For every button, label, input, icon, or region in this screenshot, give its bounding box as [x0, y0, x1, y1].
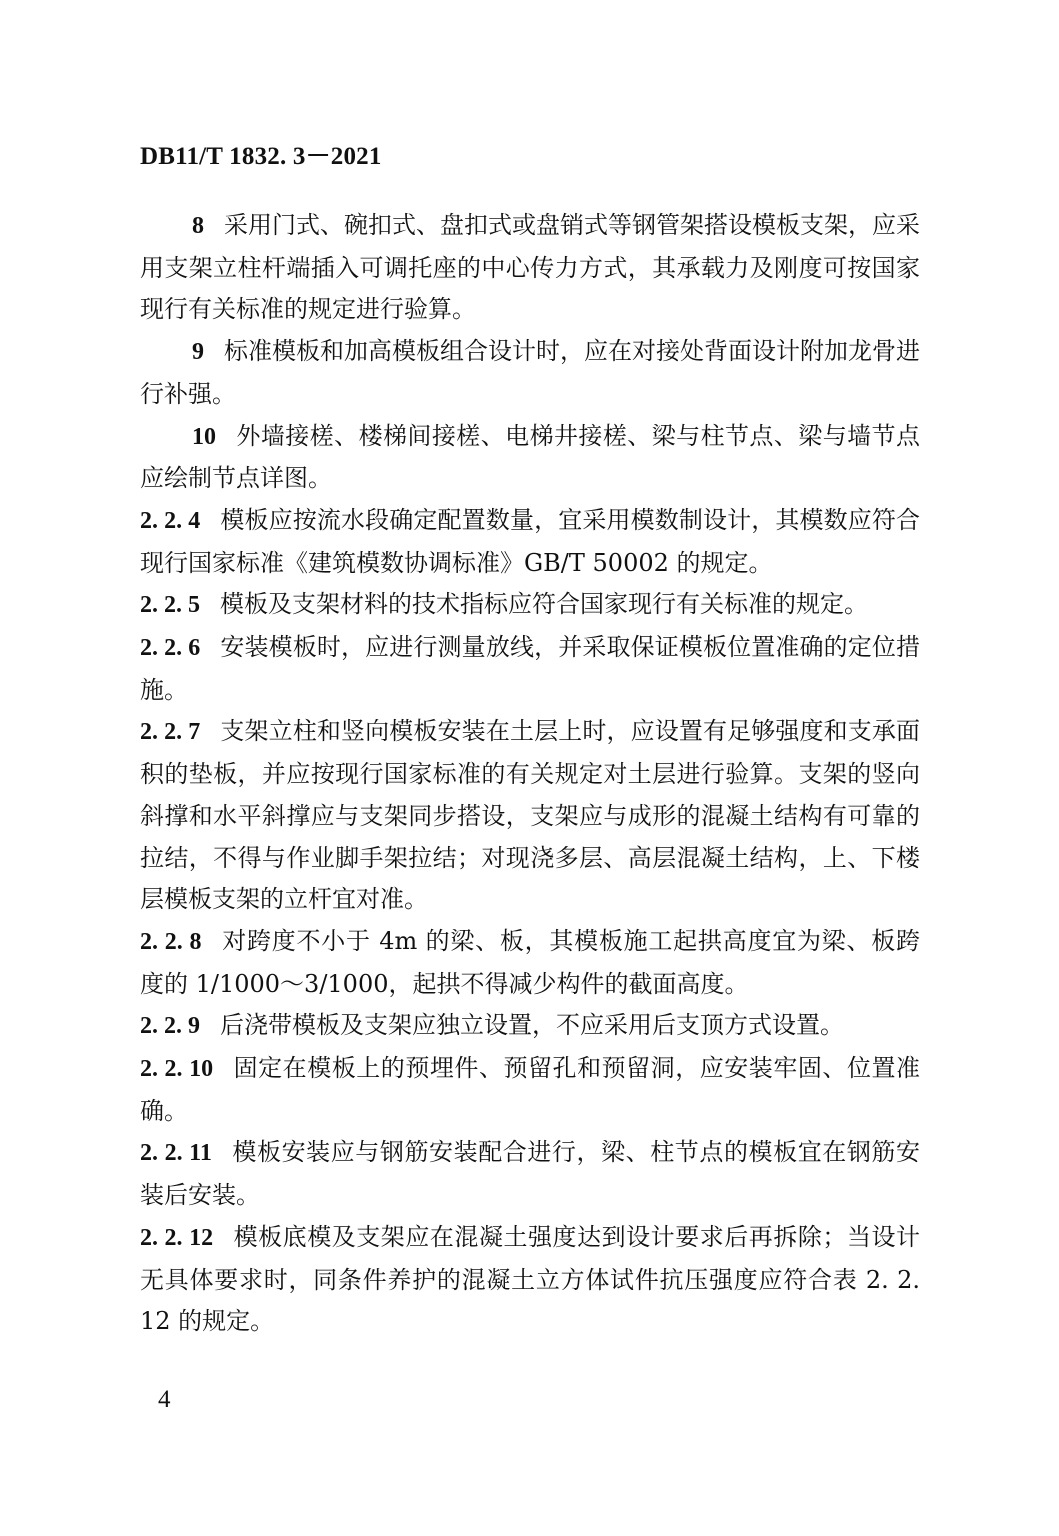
clause-2-2-11 — [140, 1132, 920, 1216]
clause-text: 标准模板和加高模板组合设计时，应在对接处背面设计附加龙骨进行补强。 — [140, 337, 920, 408]
clause-number: 2. 2. 8 — [140, 928, 202, 955]
clause-text: 安装模板时，应进行测量放线，并采取保证模板位置准确的定位措施。 — [140, 633, 921, 704]
clause-text: 模板应按流水段确定配置数量，宜采用模数制设计，其模数应符合现行国家标准《建筑模数协调标准》GB/T 50002 的规定。 — [140, 505, 921, 577]
clause-2-2-6 — [140, 627, 920, 711]
clause-item-10 — [140, 416, 920, 500]
document-code: DB11/T 1832. 3－2021 — [140, 143, 382, 170]
clause-2-2-9 — [140, 1005, 920, 1048]
clause-text: 后浇带模板及支架应独立设置，不应采用后支顶方式设置。 — [220, 1011, 844, 1040]
clause-text: 外墙接槎、楼梯间接槎、电梯井接槎、梁与柱节点、梁与墙节点应绘制节点详图。 — [140, 421, 920, 493]
clause-text: 模板底模及支架应在混凝土强度达到设计要求后再拆除；当设计无具体要求时，同条件养护的混凝土立方体试件抗压强度应符合表 2. 2. 12 的规定。 — [140, 1222, 921, 1336]
document-body — [140, 205, 920, 1343]
clause-2-2-10 — [140, 1048, 920, 1132]
clause-text: 模板安装应与钢筋安装配合进行，梁、柱节点的模板宜在钢筋安装后安装。 — [140, 1138, 920, 1210]
clause-2-2-5 — [140, 584, 920, 627]
clause-number: 2. 2. 11 — [140, 1140, 212, 1167]
clause-number: 2. 2. 6 — [140, 635, 201, 662]
clause-text: 固定在模板上的预埋件、预留孔和预留洞，应安装牢固、位置准确。 — [140, 1054, 921, 1125]
clause-item-8 — [140, 205, 920, 331]
clause-number: 2. 2. 12 — [140, 1224, 214, 1251]
clause-number: 2. 2. 10 — [140, 1056, 214, 1083]
page-number: 4 — [158, 1386, 171, 1413]
clause-item-9 — [140, 331, 920, 415]
clause-number: 2. 2. 7 — [140, 719, 201, 746]
clause-2-2-7 — [140, 711, 920, 921]
clause-2-2-8 — [140, 921, 920, 1005]
clause-2-2-4 — [140, 500, 920, 584]
clause-text: 对跨度不小于 4m 的梁、板，其模板施工起拱高度宜为梁、板跨度的 1/1000～3/1000，起拱不得减少构件的截面高度。 — [140, 926, 920, 998]
clause-number: 9 — [192, 339, 204, 366]
clause-number: 2. 2. 9 — [140, 1013, 200, 1040]
clause-number: 2. 2. 5 — [140, 592, 200, 619]
clause-text: 模板及支架材料的技术指标应符合国家现行有关标准的规定。 — [220, 590, 868, 619]
clause-2-2-12 — [140, 1217, 920, 1343]
clause-number: 8 — [192, 213, 204, 239]
clause-number: 10 — [192, 423, 216, 450]
clause-text: 采用门式、碗扣式、盘扣式或盘销式等钢管架搭设模板支架，应采用支架立柱杆端插入可调托座的中心传力方式，其承载力及刚度可按国家现行有关标准的规定进行验算。 — [140, 211, 920, 324]
clause-text: 支架立柱和竖向模板安装在土层上时，应设置有足够强度和支承面积的垫板，并应按现行国家标准的有关规定对土层进行验算。支架的竖向斜撑和水平斜撑应与支架同步搭设，支架应与成形的混凝土结构有可靠的拉结，不得与作业脚手架拉结；对现浇多层、高层混凝土结构，上、下楼层模板支架的立杆宜对准。 — [140, 717, 921, 914]
clause-number: 2. 2. 4 — [140, 507, 201, 534]
